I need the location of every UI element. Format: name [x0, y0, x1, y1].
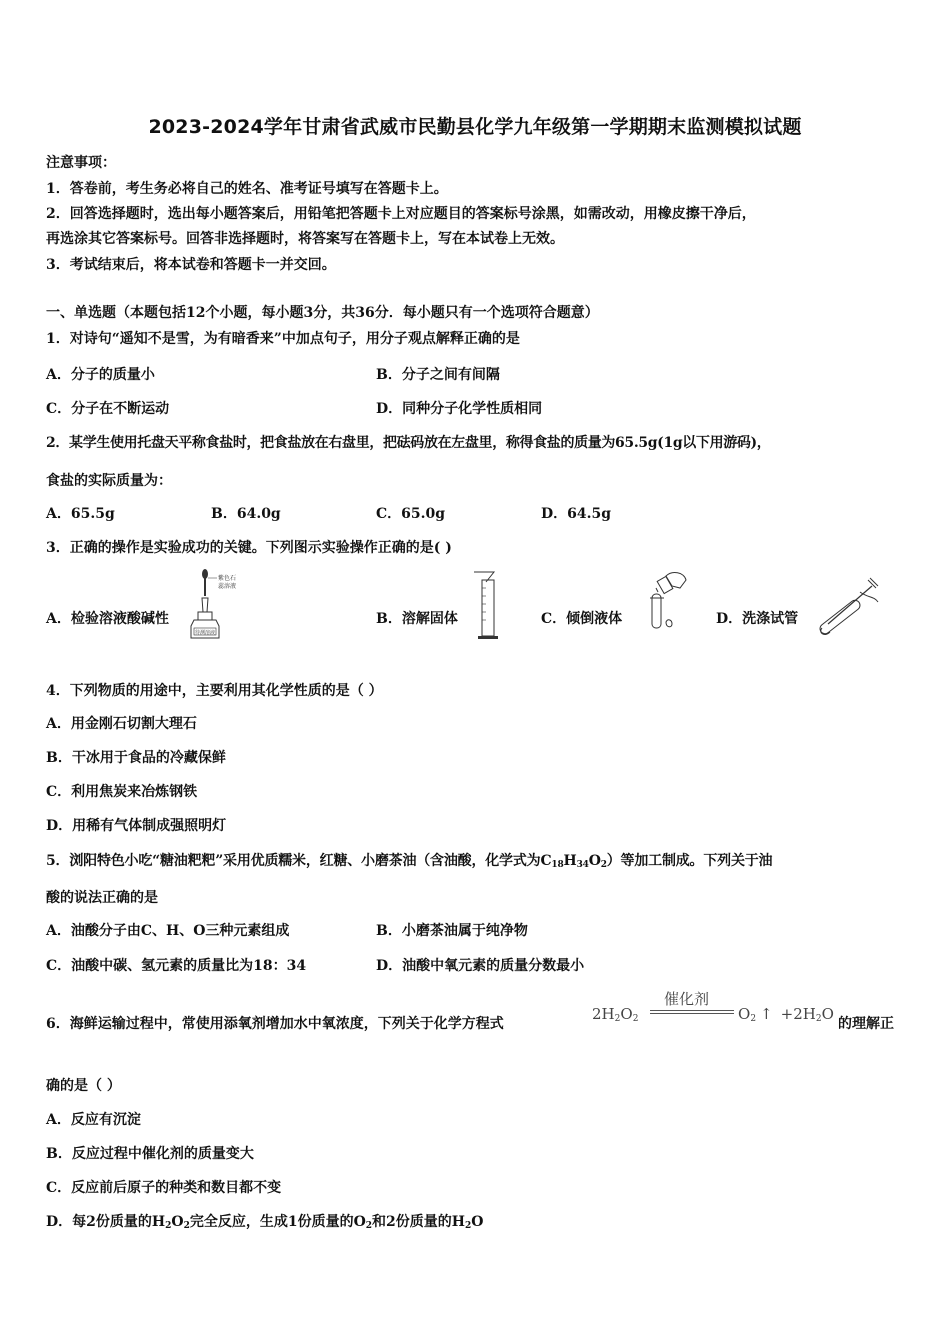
- q5-stem: [46, 850, 772, 870]
- q5-option-c: C．油酸中碳、氢元素的质量比为18：34: [46, 958, 307, 974]
- q6-stem-cont: 确的是（ ）: [46, 1078, 121, 1094]
- q3-option-d: D．洗涤试管: [716, 611, 799, 627]
- notice-heading: 注意事项：: [46, 155, 116, 171]
- q3-figure-c-pouring-liquid: [636, 568, 692, 640]
- q5-stem-cont: 酸的说法正确的是: [46, 890, 158, 906]
- q2-option-d: D．64.5g: [541, 506, 612, 522]
- q3-option-c: C．倾倒液体: [541, 611, 623, 627]
- notice-item-3: 3．考试结束后，将本试卷和答题卡一并交回。: [46, 257, 336, 273]
- exam-title: 2023-2024学年甘肃省武威市民勤县化学九年级第一学期期末监测模拟试题: [148, 116, 802, 138]
- q1-option-b: B．分子之间有间隔: [376, 367, 500, 383]
- q2-stem: 2．某学生使用托盘天平称食盐时，把食盐放在右盘里，把砝码放在左盘里，称得食盐的质量为65.5g(1g以下用游码)，: [46, 435, 771, 451]
- notice-item-1: 1．答卷前，考生务必将自己的姓名、准考证号填写在答题卡上。: [46, 181, 448, 197]
- q6-equation-products: $O_2$ ↑ $+2H_2O$: [738, 1005, 834, 1024]
- q3-stem: 3．正确的操作是实验成功的关键。下列图示实验操作正确的是( ): [46, 540, 452, 556]
- q1-option-a: A．分子的质量小: [46, 367, 155, 383]
- notice-item-2-cont: 再选涂其它答案标号。回答非选择题时，将答案写在答题卡上，写在本试卷上无效。: [46, 231, 564, 247]
- q3-option-b: B．溶解固体: [376, 611, 458, 627]
- q6-chemical-equation: [592, 988, 838, 1028]
- q6-option-c: C．反应前后原子的种类和数目都不变: [46, 1180, 282, 1196]
- q3-figure-a-label-1: 紫色石: [218, 575, 237, 582]
- q2-option-c: C．65.0g: [376, 506, 446, 522]
- q6-equation-reactant: $2H_2O_2$: [592, 1005, 639, 1024]
- q5-stem-post: ）等加工制成。下列关于油: [606, 853, 773, 869]
- q2-option-b: B．64.0g: [211, 506, 281, 522]
- q6-equation-bar-bottom: [650, 1013, 734, 1014]
- q3-figure-a-bottle-label: 待测溶液: [194, 630, 216, 636]
- q3-figure-a-label-2: 蕊溶液: [218, 583, 237, 590]
- q1-option-d: D．同种分子化学性质相同: [376, 401, 543, 417]
- q4-option-a: A．用金刚石切割大理石: [46, 716, 197, 732]
- q5-option-d: D．油酸中氧元素的质量分数最小: [376, 958, 585, 974]
- q6-option-d: D．每2份质量的$H_2O_2$完全反应，生成1份质量的$O_2$和2份质量的$H_2O$: [46, 1214, 484, 1231]
- q1-option-c: C．分子在不断运动: [46, 401, 170, 417]
- q6-stem-pre: 6．海鲜运输过程中，常使用添氧剂增加水中氧浓度，下列关于化学方程式: [46, 1016, 504, 1032]
- q6-option-a: A．反应有沉淀: [46, 1112, 141, 1128]
- q4-option-d: D．用稀有气体制成强照明灯: [46, 818, 227, 834]
- q2-option-a: A．65.5g: [46, 506, 115, 522]
- notice-item-2: 2．回答选择题时，选出每小题答案后，用铅笔把答题卡上对应题目的答案标号涂黑，如需改动，用橡皮擦干净后，: [46, 206, 756, 222]
- q5-stem-pre: 5．浏阳特色小吃“糖油粑粑”采用优质糯米，红糖、小磨茶油（含油酸，化学式为: [46, 853, 541, 869]
- q6-stem-post: 的理解正: [838, 1016, 894, 1032]
- q6-option-b: B．反应过程中催化剂的质量变大: [46, 1146, 254, 1162]
- q5-option-a: A．油酸分子由C、H、O三种元素组成: [46, 923, 290, 939]
- q3-option-a: A．检验溶液酸碱性: [46, 611, 169, 627]
- q4-option-c: C．利用焦炭来冶炼钢铁: [46, 784, 198, 800]
- q3-figure-b-graduated-cylinder: [470, 568, 504, 640]
- q4-option-b: B．干冰用于食品的冷藏保鲜: [46, 750, 226, 766]
- q6-equation-bar-top: [650, 1010, 734, 1011]
- q1-stem: 1．对诗句“遥知不是雪，为有暗香来”中加点句子，用分子观点解释正确的是: [46, 331, 520, 347]
- q3-figure-d-washing-tube: [812, 572, 882, 640]
- q3-figure-a-dropper-bottle: [188, 568, 240, 640]
- section-heading: 一、单选题（本题包括12个小题，每小题3分，共36分．每小题只有一个选项符合题意）: [46, 305, 599, 321]
- q2-stem-cont: 食盐的实际质量为：: [46, 473, 172, 489]
- q5-formula: $C_{18}H_{34}O_2$: [540, 853, 607, 870]
- q4-stem: 4．下列物质的用途中，主要利用其化学性质的是（ ）: [46, 683, 383, 699]
- q5-option-b: B．小磨茶油属于纯净物: [376, 923, 528, 939]
- q6-equation-catalyst: 催化剂: [664, 990, 710, 1008]
